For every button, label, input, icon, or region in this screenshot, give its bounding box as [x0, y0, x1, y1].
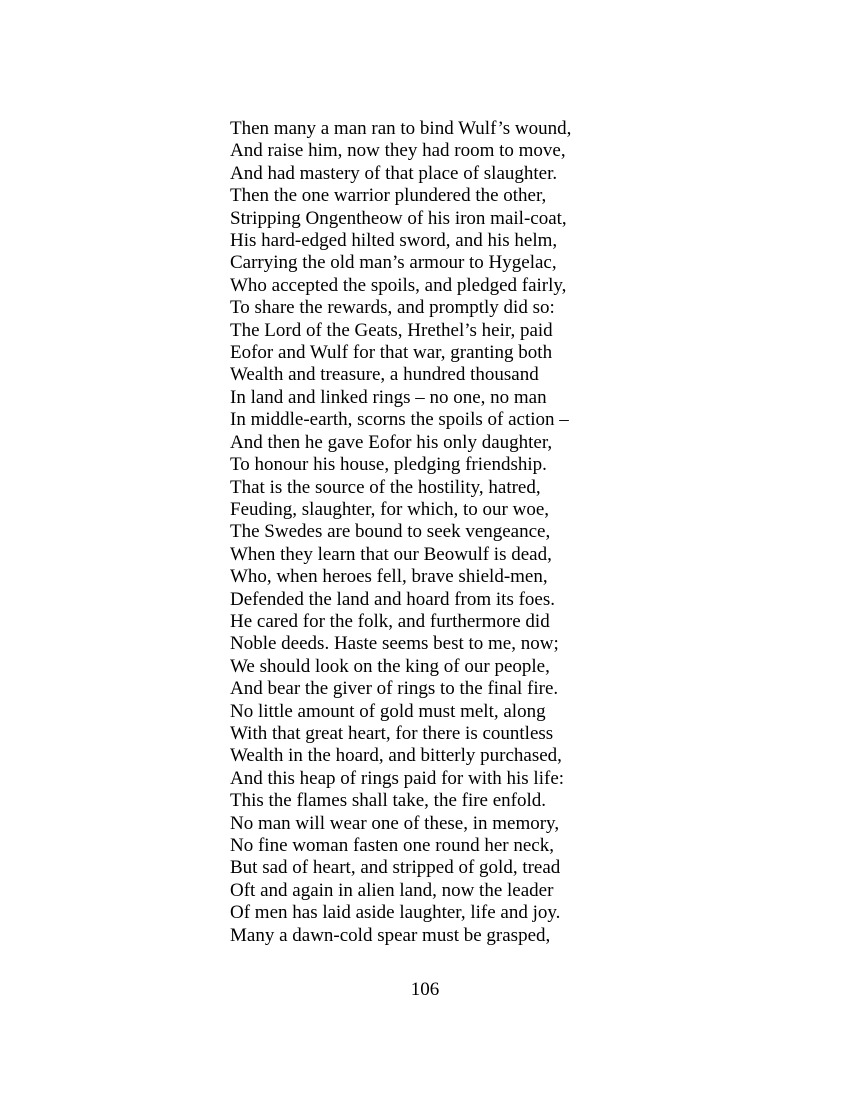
poem-line: In land and linked rings – no one, no man [230, 386, 547, 408]
poem-line: His hard-edged hilted sword, and his helm, [230, 230, 558, 252]
poem-line: And raise him, now they had room to move, [230, 140, 566, 162]
poem-line: Stripping Ongentheow of his iron mail-coat, [230, 207, 567, 229]
poem-line: Noble deeds. Haste seems best to me, now; [230, 633, 559, 655]
poem-line: No fine woman fasten one round her neck, [230, 835, 554, 856]
poem-line: In middle-earth, scorns the spoils of action – [230, 409, 569, 431]
poem-line: Eofor and Wulf for that war, granting both [230, 342, 553, 364]
poem-line: To share the rewards, and promptly did so: [230, 297, 555, 319]
poem-line: And then he gave Eofor his only daughter, [230, 431, 553, 453]
poem-line: No little amount of gold must melt, along [230, 700, 546, 722]
poem-line: Then many a man ran to bind Wulf’s wound, [230, 118, 572, 139]
poem-line: The Lord of the Geats, Hrethel’s heir, paid [230, 319, 553, 341]
poem-text [230, 118, 650, 947]
poem-line: And this heap of rings paid for with his life: [230, 767, 565, 789]
poem-line: And bear the giver of rings to the final fire. [230, 678, 559, 700]
poem-line: No man will wear one of these, in memory, [230, 812, 560, 834]
poem-line: The Swedes are bound to seek vengeance, [230, 521, 551, 543]
poem-line: When they learn that our Beowulf is dead, [230, 543, 552, 565]
poem-line: And had mastery of that place of slaughter. [230, 162, 558, 184]
poem-line: Then the one warrior plundered the other, [230, 185, 547, 207]
poem-line: Of men has laid aside laughter, life and joy. [230, 902, 561, 924]
poem-line: To honour his house, pledging friendship. [230, 454, 547, 476]
poem-line: Feuding, slaughter, for which, to our woe, [230, 498, 550, 520]
poem-line: That is the source of the hostility, hatred, [230, 476, 541, 498]
poem-line: We should look on the king of our people, [230, 655, 550, 677]
poem-line: But sad of heart, and stripped of gold, tread [230, 857, 561, 879]
poem-line: Wealth and treasure, a hundred thousand [230, 364, 539, 386]
poem-line: This the flames shall take, the fire enfold. [230, 790, 547, 812]
poem-line: Defended the land and hoard from its foes. [230, 588, 556, 610]
poem-line: Many a dawn-cold spear must be grasped, [230, 924, 551, 946]
poem-line: Who accepted the spoils, and pledged fairly, [230, 274, 567, 296]
poem-line: Carrying the old man’s armour to Hygelac, [230, 252, 557, 274]
poem-line: Oft and again in alien land, now the leader [230, 879, 554, 901]
poem-line: Wealth in the hoard, and bitterly purchased, [230, 745, 562, 767]
page-number: 106 [410, 979, 440, 1000]
poem-line: Who, when heroes fell, brave shield-men, [230, 566, 548, 588]
poem-line: He cared for the folk, and furthermore did [230, 610, 550, 632]
poem-line: With that great heart, for there is countless [230, 722, 554, 744]
